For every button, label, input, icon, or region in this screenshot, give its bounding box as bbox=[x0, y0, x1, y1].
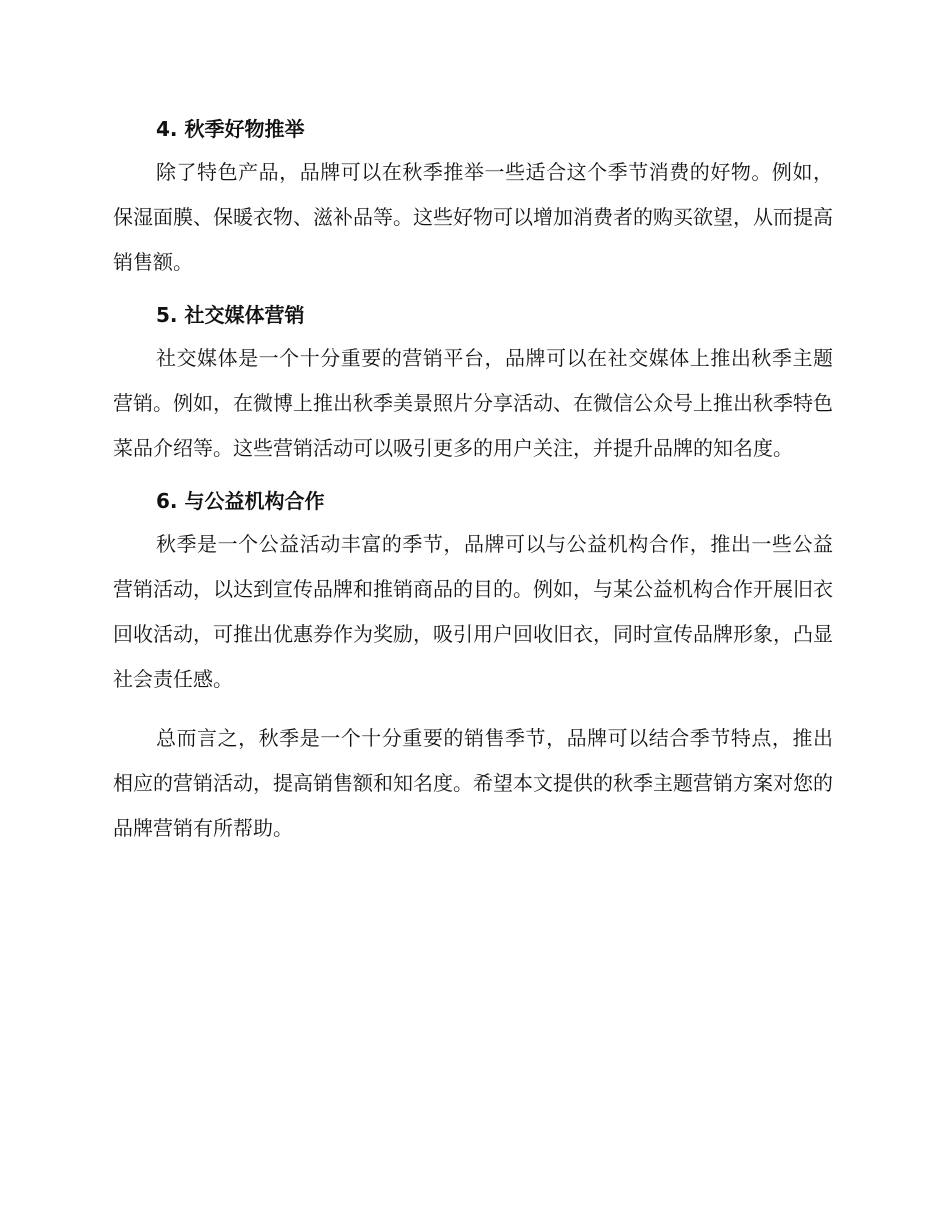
section-heading-6: 6. 与公益机构合作 bbox=[156, 489, 325, 513]
section-paragraph-4: 除了特色产品，品牌可以在秋季推举一些适合这个季节消费的好物。例如，保湿面膜、保暖衣物、滋补品等。这些好物可以增加消费者的购买欲望，从而提高销售额。 bbox=[113, 160, 833, 274]
section-heading-4: 4. 秋季好物推举 bbox=[156, 117, 305, 141]
section-paragraph-6: 秋季是一个公益活动丰富的季节，品牌可以与公益机构合作，推出一些公益营销活动，以达到宣传品牌和推销商品的目的。例如，与某公益机构合作开展旧衣回收活动，可推出优惠券作为奖励，吸引用户回收旧衣，同时宣传品牌形象，凸显社会责任感。 bbox=[113, 532, 833, 691]
section-heading-5: 5. 社交媒体营销 bbox=[156, 303, 305, 327]
document-body bbox=[113, 113, 833, 851]
conclusion-paragraph: 总而言之，秋季是一个十分重要的销售季节，品牌可以结合季节特点，推出相应的营销活动，提高销售额和知名度。希望本文提供的秋季主题营销方案对您的品牌营销有所帮助。 bbox=[113, 726, 833, 840]
section-paragraph-5: 社交媒体是一个十分重要的营销平台，品牌可以在社交媒体上推出秋季主题营销。例如，在微博上推出秋季美景照片分享活动、在微信公众号上推出秋季特色菜品介绍等。这些营销活动可以吸引更多的用户关注，并提升品牌的知名度。 bbox=[113, 346, 833, 460]
